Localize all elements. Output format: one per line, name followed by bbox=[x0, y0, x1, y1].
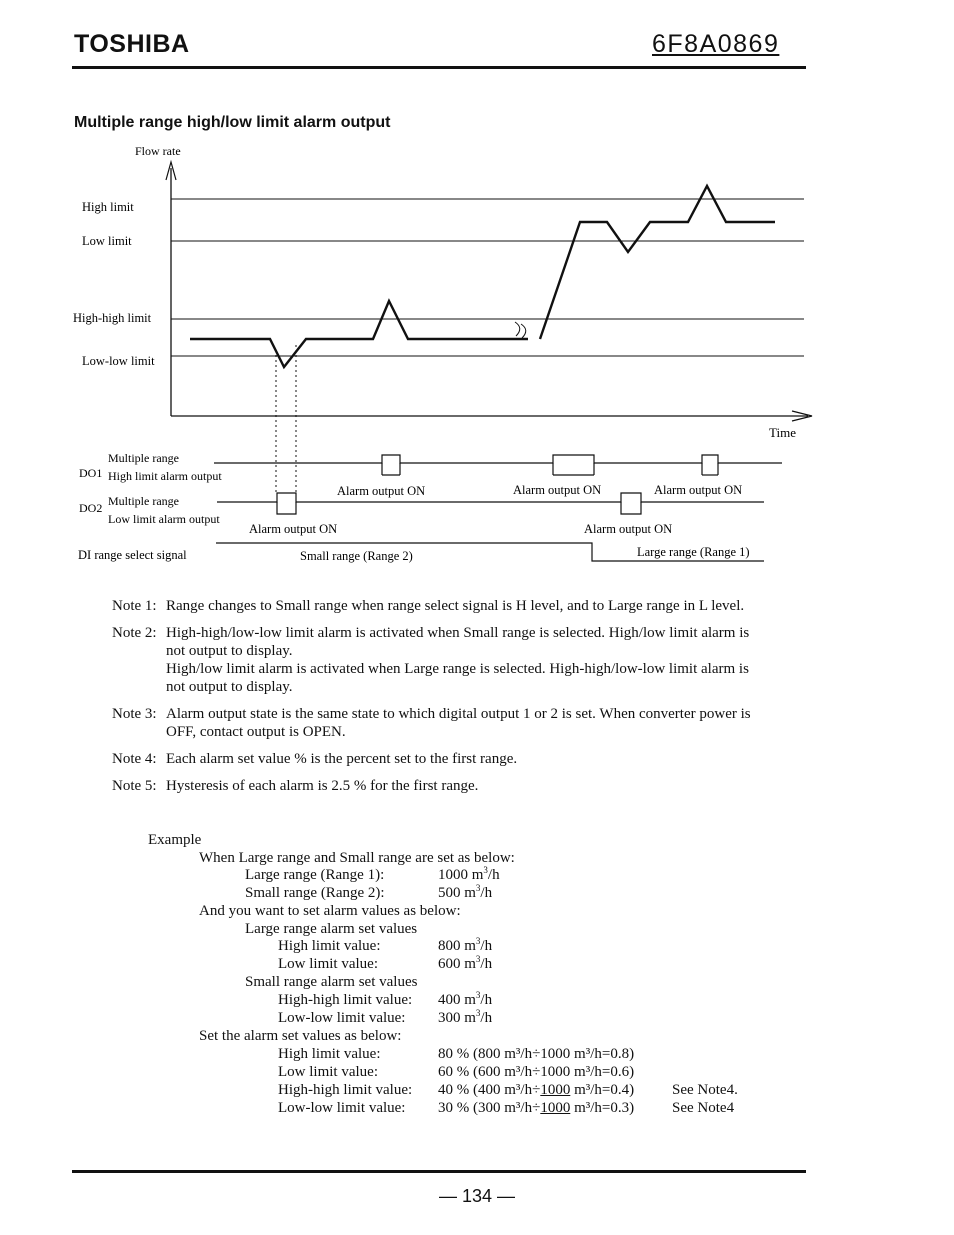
high-limit-value: 800 $m^3/h$ bbox=[438, 936, 493, 954]
page-number: — 134 — bbox=[438, 1186, 516, 1206]
example-block bbox=[148, 831, 768, 1131]
ll-limit-label: Low-low limit value: bbox=[278, 1010, 406, 1026]
note-text: High-high/low-low limit alarm is activated when Small range is selected. High/low limit alarm is not output to display. bbox=[166, 625, 750, 659]
large-range-value: 1000 $m^3/h$ bbox=[438, 865, 500, 883]
do1-signal bbox=[214, 455, 782, 463]
do2-alarm-on-2: Alarm output ON bbox=[584, 522, 673, 536]
set-low-label: Low limit value: bbox=[278, 1064, 378, 1080]
set-text: Set the alarm set values as below: bbox=[199, 1028, 402, 1044]
note-3 bbox=[112, 705, 762, 741]
low-low-limit-label: Low-low limit bbox=[82, 354, 155, 368]
small-range-label: Small range (Range 2): bbox=[245, 885, 385, 901]
large-alarm-title: Large range alarm set values bbox=[245, 921, 418, 937]
set-high-calc: 80 % (800 m³/h÷1000 m³/h=0.8) bbox=[438, 1046, 635, 1062]
set-ll-label: Low-low limit value: bbox=[278, 1100, 406, 1116]
x-axis-label: Time bbox=[769, 425, 796, 440]
note-text: High/low limit alarm is activated when Large range is selected. High-high/low-low limit alarm is not output to display. bbox=[166, 661, 749, 695]
large-range-label: Large range (Range 1): bbox=[245, 867, 385, 883]
di-small-range: Small range (Range 2) bbox=[300, 549, 413, 563]
note-text: Each alarm set value % is the percent set to the first range. bbox=[166, 751, 518, 767]
hh-limit-label: High-high limit value: bbox=[278, 992, 413, 1008]
note-label: Note 2: bbox=[112, 625, 157, 641]
note-5 bbox=[112, 777, 762, 795]
do2-prefix: DO2 bbox=[79, 501, 103, 515]
example-title: Example bbox=[148, 832, 202, 848]
example-intro: When Large range and Small range are set as below: bbox=[199, 850, 515, 866]
do1-prefix: DO1 bbox=[79, 466, 103, 480]
high-limit-label: High limit value: bbox=[278, 938, 381, 954]
high-limit-label: High limit bbox=[82, 200, 134, 214]
flow-trace-large-range bbox=[540, 186, 775, 339]
low-limit-value: 600 $m^3/h$ bbox=[438, 954, 493, 972]
note-text: Hysteresis of each alarm is 2.5 % for the first range. bbox=[166, 778, 479, 794]
brand-logo: TOSHIBA bbox=[74, 30, 190, 58]
note-2 bbox=[112, 624, 762, 696]
note-text: Range changes to Small range when range select signal is H level, and to Large range in L level. bbox=[166, 598, 745, 614]
do1-alarm-on-1: Alarm output ON bbox=[337, 484, 426, 498]
footer-rule bbox=[72, 1170, 806, 1173]
section-title: Multiple range high/low limit alarm output bbox=[74, 114, 391, 131]
do2-label-line2: Low limit alarm output bbox=[108, 512, 220, 526]
flow-trace-small-range bbox=[190, 301, 528, 367]
do2-alarm-on-1: Alarm output ON bbox=[249, 522, 338, 536]
low-limit-label: Low limit value: bbox=[278, 956, 378, 972]
note-label: Note 5: bbox=[112, 778, 157, 794]
note-text: Alarm output state is the same state to which digital output 1 or 2 is set. When converter power is OFF, contact output is OPEN. bbox=[166, 706, 751, 740]
break-mark bbox=[515, 322, 526, 338]
high-high-limit-label: High-high limit bbox=[73, 311, 152, 325]
note-label: Note 3: bbox=[112, 706, 157, 722]
set-ll-calc: 30 % (300 m³/h÷1000 m³/h=0.3) bbox=[438, 1100, 635, 1116]
do1-label-line2: High limit alarm output bbox=[108, 469, 222, 483]
di-large-range: Large range (Range 1) bbox=[637, 545, 750, 559]
document-number: 6F8A0869 bbox=[652, 30, 780, 58]
see-note-ll: See Note4 bbox=[672, 1100, 735, 1116]
small-alarm-title: Small range alarm set values bbox=[245, 974, 418, 990]
hh-limit-value: 400 $m^3/h$ bbox=[438, 990, 493, 1008]
do1-alarm-on-3: Alarm output ON bbox=[654, 483, 743, 497]
do2-pulse-bottom bbox=[277, 502, 641, 514]
do1-alarm-on-2: Alarm output ON bbox=[513, 483, 602, 497]
note-1 bbox=[112, 597, 762, 615]
di-label: DI range select signal bbox=[78, 548, 187, 562]
notes-list bbox=[112, 597, 762, 804]
y-axis-label: Flow rate bbox=[135, 144, 181, 158]
note-label: Note 1: bbox=[112, 598, 157, 614]
see-note-hh: See Note4. bbox=[672, 1082, 738, 1098]
set-high-label: High limit value: bbox=[278, 1046, 381, 1062]
set-low-calc: 60 % (600 m³/h÷1000 m³/h=0.6) bbox=[438, 1064, 635, 1080]
want-text: And you want to set alarm values as below: bbox=[199, 903, 461, 919]
low-limit-label: Low limit bbox=[82, 234, 132, 248]
alarm-timing-diagram bbox=[0, 0, 954, 580]
ll-limit-value: 300 $m^3/h$ bbox=[438, 1008, 493, 1026]
small-range-value: 500 $m^3/h$ bbox=[438, 883, 493, 901]
do1-label-line1: Multiple range bbox=[108, 451, 179, 465]
set-hh-label: High-high limit value: bbox=[278, 1082, 413, 1098]
do2-label-line1: Multiple range bbox=[108, 494, 179, 508]
note-4 bbox=[112, 750, 762, 768]
set-hh-calc: 40 % (400 m³/h÷1000 m³/h=0.4) bbox=[438, 1082, 635, 1098]
note-label: Note 4: bbox=[112, 751, 157, 767]
